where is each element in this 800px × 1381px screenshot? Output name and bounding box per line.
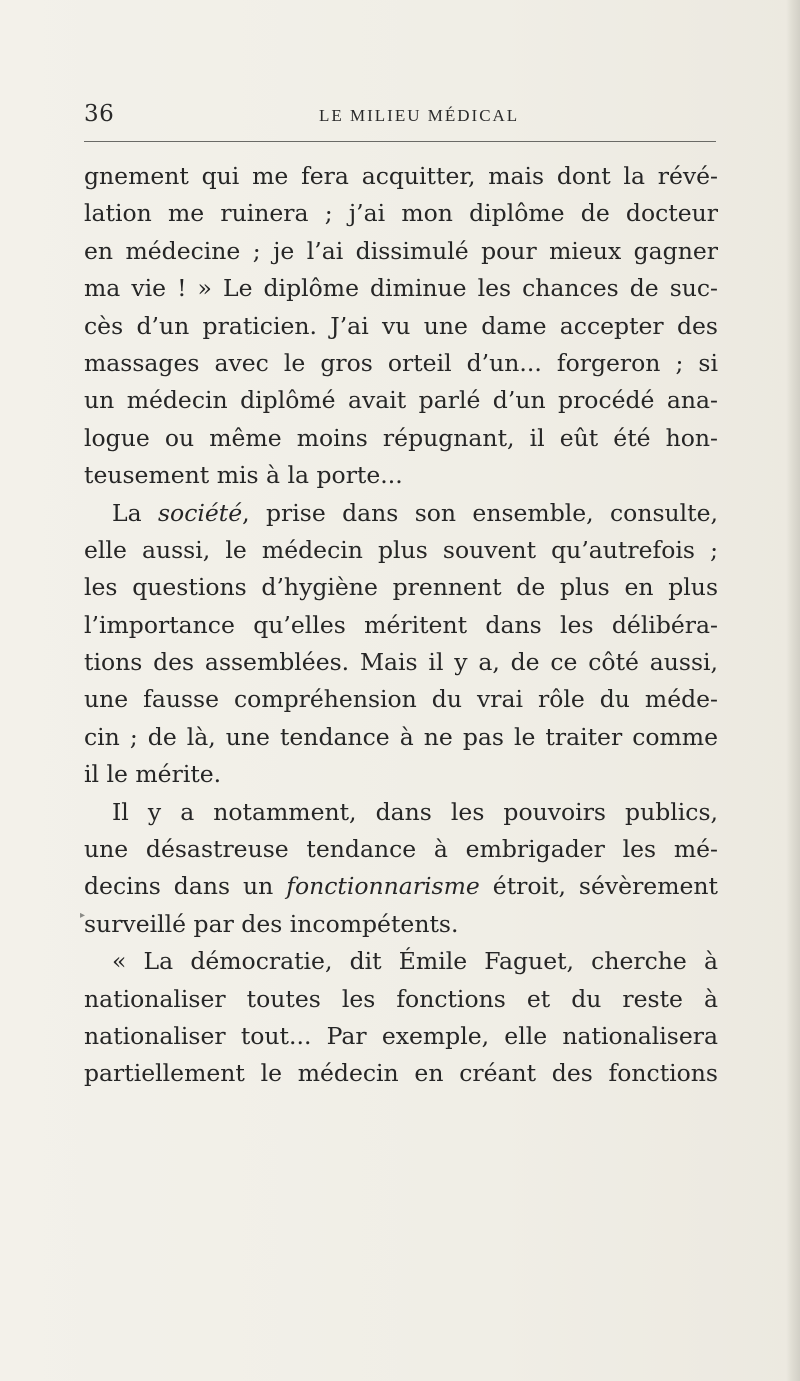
text-span: , prise dans son ensemble, consulte,	[242, 498, 718, 527]
text-line: partiellement le médecin en créant des fonctions	[84, 1059, 718, 1088]
text-line: il le mérite.	[84, 760, 222, 789]
header-rule	[84, 141, 716, 142]
text-line: tions des assemblées. Mais il y a, de ce côté aussi,	[84, 648, 718, 677]
text-line	[84, 495, 718, 532]
page-edge-shadow	[786, 0, 800, 1381]
margin-mark: ▸	[80, 910, 86, 921]
text-line: les questions d’hygiène prennent de plus en plus	[84, 573, 718, 602]
text-line: logue ou même moins répugnant, il eût été hon-	[84, 423, 718, 452]
body-text	[84, 158, 718, 1093]
text-span: decins dans un	[84, 872, 287, 901]
text-line: nationaliser toutes les fonctions et du reste à	[84, 984, 718, 1013]
text-line: en médecine ; je l’ai dissimulé pour mieux gagner	[84, 236, 718, 265]
text-line: un médecin diplômé avait parlé d’un procédé ana-	[84, 386, 718, 415]
text-line: cès d’un praticien. J’ai vu une dame accepter des	[84, 311, 718, 340]
text-line: teusement mis à la porte...	[84, 461, 403, 490]
running-title: LE MILIEU MÉDICAL	[319, 106, 520, 125]
text-line: elle aussi, le médecin plus souvent qu’autrefois ;	[84, 535, 718, 564]
text-line: une fausse compréhension du vrai rôle du méde-	[84, 685, 718, 714]
text-span: La	[112, 498, 158, 527]
text-line: « La démocratie, dit Émile Faguet, cherche à	[112, 947, 718, 976]
page-number: 36	[84, 101, 115, 127]
text-line: ma vie ! » Le diplôme diminue les chances de suc-	[84, 274, 718, 303]
text-line: nationaliser tout... Par exemple, elle nationalisera	[84, 1021, 718, 1050]
text-line: cin ; de là, une tendance à ne pas le traiter comme	[84, 722, 718, 751]
text-line: une désastreuse tendance à embrigader les mé-	[84, 835, 718, 864]
text-line	[84, 868, 718, 905]
text-line: surveillé par des incompétents.	[84, 909, 459, 938]
text-line: gnement qui me fera acquitter, mais dont la révé-	[84, 162, 718, 190]
italic-term: société	[157, 498, 243, 527]
text-line: Il y a notamment, dans les pouvoirs publics,	[112, 797, 718, 826]
text-line: massages avec le gros orteil d’un... forgeron ; si	[84, 348, 718, 377]
text-line: lation me ruinera ; j’ai mon diplôme de docteur	[84, 199, 718, 228]
page-header	[84, 101, 716, 133]
italic-term: fonctionnarisme	[286, 872, 480, 901]
text-span: étroit, sévèrement	[479, 872, 718, 901]
text-line: l’importance qu’elles méritent dans les délibéra-	[84, 610, 718, 639]
